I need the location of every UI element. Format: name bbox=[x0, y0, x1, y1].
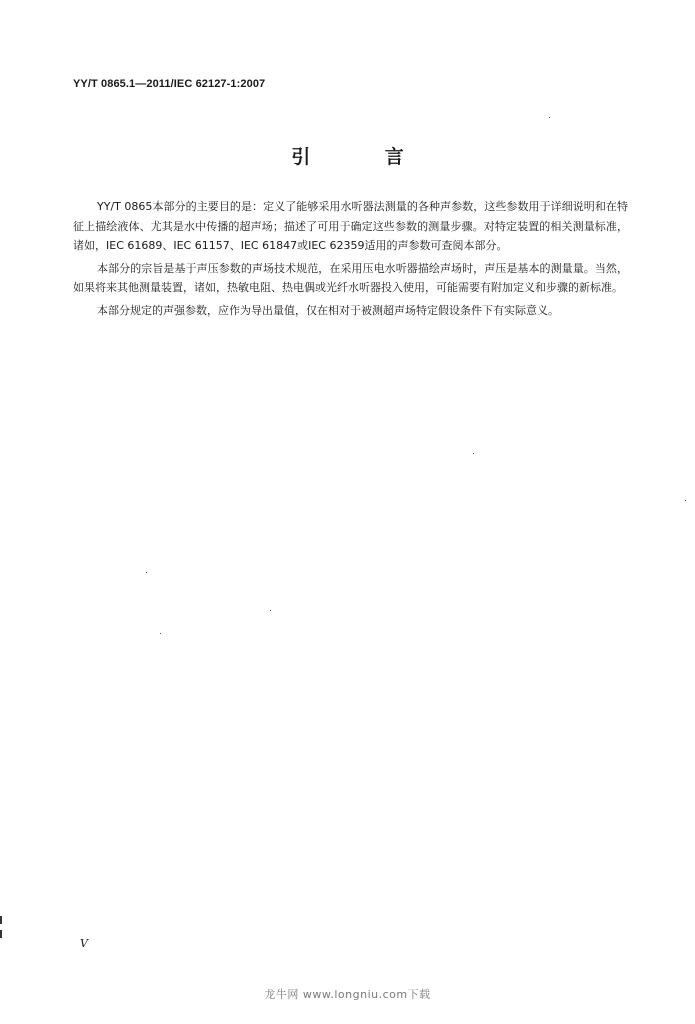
paragraph-2: 本部分的宗旨是基于声压参数的声场技术规范，在采用压电水听器描绘声场时，声压是基本的测量量。当然，如果将来其他测量装置，诸如，热敏电阻、热电偶或光纤水听器投入使用，可能需要有附加定义和步骤的新标准。 bbox=[73, 261, 628, 294]
scan-speck bbox=[473, 453, 474, 454]
standard-number-header: YY/T 0865.1—2011/IEC 62127-1:2007 bbox=[73, 78, 266, 90]
scan-speck bbox=[146, 572, 147, 573]
download-watermark: 龙牛网 www.longniu.com下载 bbox=[264, 988, 431, 1001]
paragraph-1: YY/T 0865本部分的主要目的是：定义了能够采用水听器法测量的各种声参数，这些参数用于详细说明和在特征上描绘液体、尤其是水中传播的超声场；描述了可用于确定这些参数的测量步骤。对特定装置的相关测量标准，诸如，IEC 61689、IEC 61157、IEC 61847或IEC 62359适用的声参数可查阅本部分。 bbox=[73, 200, 628, 252]
introduction-body bbox=[73, 197, 628, 323]
scan-speck bbox=[685, 500, 686, 501]
paragraph-3: 本部分规定的声强参数，应作为导出量值，仅在相对于被测超声场特定假设条件下有实际意义。 bbox=[97, 303, 559, 317]
scan-edge-mark bbox=[0, 930, 2, 938]
scan-edge-mark bbox=[0, 916, 2, 924]
scan-speck bbox=[160, 633, 161, 634]
page-number: Ⅴ bbox=[80, 937, 88, 950]
scan-speck bbox=[270, 610, 271, 611]
scan-speck bbox=[549, 117, 550, 118]
page-title: 引 言 bbox=[291, 146, 438, 168]
